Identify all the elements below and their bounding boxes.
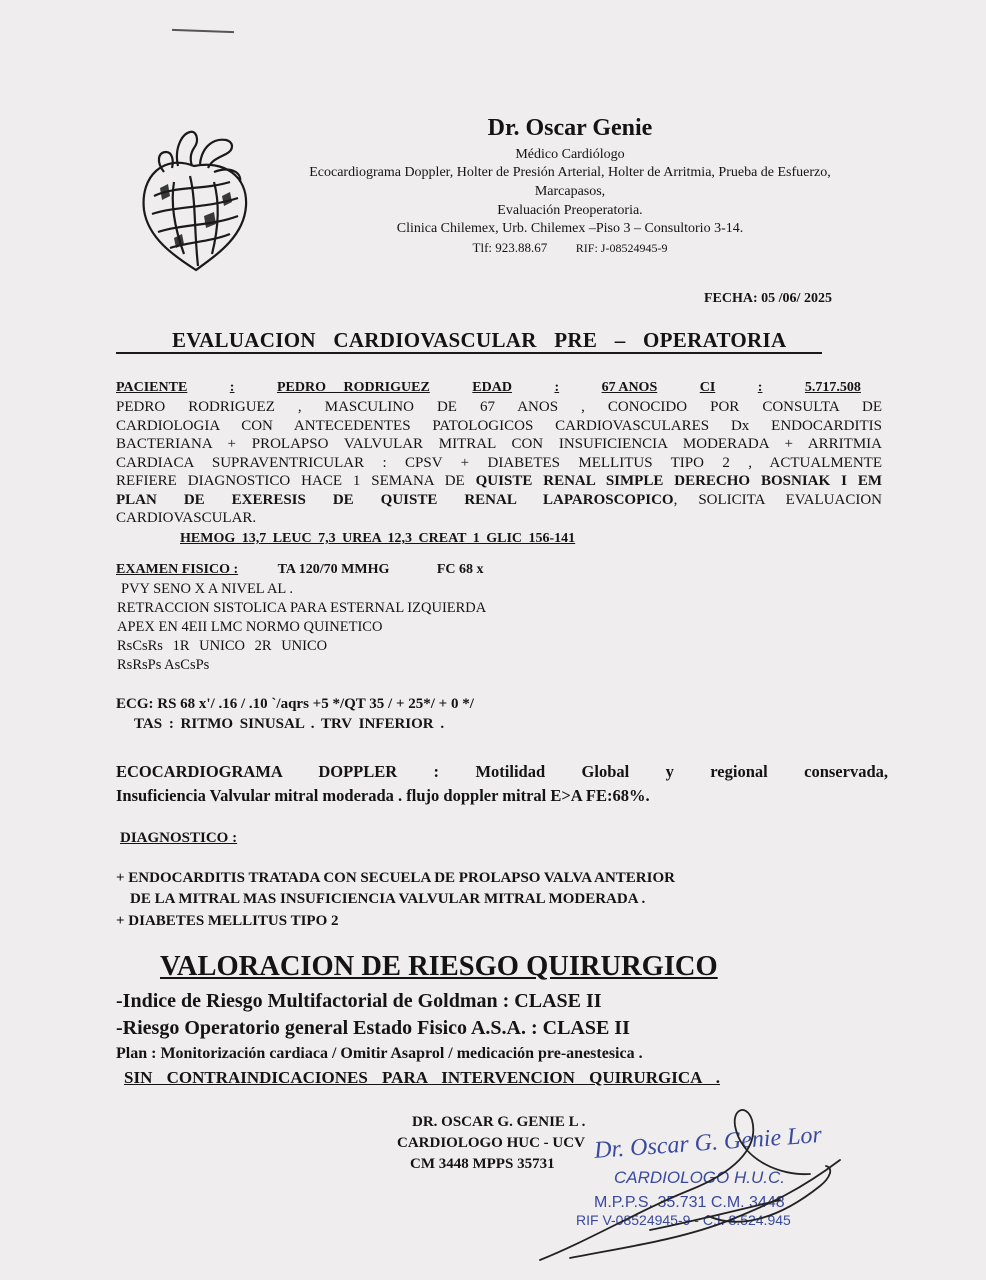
risk-title: VALORACION DE RIESGO QUIRURGICO [160, 951, 718, 982]
scan-mark [172, 29, 234, 33]
report-date: FECHA: 05 /06/ 2025 [704, 291, 832, 306]
diagnosis-label: DIAGNOSTICO : [120, 830, 238, 846]
history-line-1: PEDRO RODRIGUEZ , MASCULINO DE 67 ANOS , CONOCIDO POR CONSULTA DE [116, 399, 882, 415]
services-line-2: Marcapasos, [534, 184, 606, 199]
age-colon: : [554, 380, 560, 395]
diagnosis-line-2: DE LA MITRAL MAS INSUFICIENCIA VALVULAR MITRAL MODERADA . [130, 891, 646, 907]
exam-heading-line [116, 562, 484, 578]
clinic-address: Clinica Chilemex, Urb. Chilemex –Piso 3 – Consultorio 3-14. [396, 221, 744, 236]
doctor-name: Dr. Oscar Genie [487, 115, 653, 141]
patient-name: PEDRO RODRIGUEZ [276, 380, 430, 395]
stamp-name: Dr. Oscar G. Genie Lor [593, 1122, 823, 1164]
phone: Tlf: 923.88.67 [472, 240, 548, 255]
history-line-3: BACTERIANA + PROLAPSO VALVULAR MITRAL CON INSUFICIENCIA MODERADA + ARRITMIA [116, 436, 882, 452]
patient-line [116, 380, 861, 396]
signature-line-2: CARDIOLOGO HUC - UCV [397, 1135, 585, 1151]
conclusion: SIN CONTRAINDICACIONES PARA INTERVENCION QUIRURGICA . [124, 1068, 720, 1087]
exam-line-3: APEX EN 4EII LMC NORMO QUINETICO [117, 619, 383, 635]
stamp-title: CARDIOLOGO H.U.C. [614, 1168, 785, 1187]
heart-logo [134, 126, 254, 274]
asa-risk: -Riesgo Operatorio general Estado Fisico A.S.A. : CLASE II [116, 1017, 630, 1039]
handwritten-signature [530, 1090, 860, 1270]
services-line-1: Ecocardiograma Doppler, Holter de Presión Arterial, Holter de Arritmia, Prueba de Esfuerzo, [309, 165, 831, 180]
history-line-7: CARDIOVASCULAR. [116, 510, 257, 526]
exam-line-5: RsRsPs AsCsPs [117, 657, 210, 673]
ecg-line-2: TAS : RITMO SINUSAL . TRV INFERIOR . [134, 716, 445, 732]
echo-line-2: Insuficiencia Valvular mitral moderada . flujo doppler mitral E>A FE:68%. [116, 786, 650, 805]
services-line-3: Evaluación Preoperatoria. [497, 203, 643, 218]
ci-label: CI [699, 380, 716, 395]
history-line-6-text: , SOLICITA EVALUACION [673, 491, 883, 508]
diagnosis-line-3: + DIABETES MELLITUS TIPO 2 [116, 913, 339, 929]
rif: RIF: J-08524945-9 [575, 241, 668, 255]
exam-line-2: RETRACCION SISTOLICA PARA ESTERNAL IZQUIERDA [117, 600, 487, 616]
patient-label: PACIENTE [116, 380, 188, 395]
history-line-6-bold: PLAN DE EXERESIS DE QUISTE RENAL LAPAROSCOPICO [116, 491, 674, 508]
specialty: Médico Cardiólogo [515, 147, 625, 162]
contact-line [240, 240, 900, 256]
diagnosis-line-1: + ENDOCARDITIS TRATADA CON SECUELA DE PROLAPSO VALVA ANTERIOR [116, 870, 675, 886]
patient-age: 67 ANOS [601, 380, 658, 395]
goldman-index: -Indice de Riesgo Multifactorial de Goldman : CLASE II [116, 990, 602, 1012]
history-line-5-bold: QUISTE RENAL SIMPLE DERECHO BOSNIAK I EM [475, 473, 883, 489]
age-label: EDAD [472, 380, 512, 395]
patient-ci: 5.717.508 [804, 380, 861, 395]
signature-line-3: CM 3448 MPPS 35731 [410, 1156, 555, 1172]
plan: Plan : Monitorización cardiaca / Omitir Asaprol / medicación pre-anestesica . [116, 1045, 643, 1062]
exam-line-1: PVY SENO X A NIVEL AL . [121, 581, 293, 597]
report-title: EVALUACION CARDIOVASCULAR PRE – OPERATORIA [172, 328, 787, 352]
echo-line-1: ECOCARDIOGRAMA DOPPLER : Motilidad Global y regional conservada, [116, 762, 888, 781]
history-line-6 [116, 491, 882, 510]
history-line-4: CARDIACA SUPRAVENTRICULAR : CPSV + DIABETES MELLITUS TIPO 2 , ACTUALMENTE [116, 454, 882, 471]
history-line-5 [116, 472, 882, 491]
stamp-rif: RIF V-08524945-9 - C.I. 8.524.945 [576, 1212, 791, 1228]
blood-pressure: TA 120/70 MMHG [277, 562, 390, 577]
heart-rate: FC 68 x [436, 562, 484, 577]
exam-findings [117, 580, 486, 675]
history-line-2: CARDIOLOGIA CON ANTECEDENTES PATOLOGICOS CARDIOVASCULARES Dx ENDOCARDITIS [116, 417, 882, 434]
history-line-5-text: REFIERE DIAGNOSTICO HACE 1 SEMANA DE [116, 473, 476, 489]
title-underline [116, 352, 822, 354]
lab-results: HEMOG 13,7 LEUC 7,3 UREA 12,3 CREAT 1 GLIC 156-141 [180, 531, 576, 546]
stamp-registration: M.P.P.S. 35.731 C.M. 3448 [594, 1194, 785, 1211]
exam-line-4: RsCsRs 1R UNICO 2R UNICO [117, 638, 328, 654]
signature-line-1: DR. OSCAR G. GENIE L . [412, 1114, 586, 1130]
ci-colon: : [757, 380, 763, 395]
ecg-line-1: ECG: RS 68 x'/ .16 / .10 `/aqrs +5 */QT 35 / + 25*/ + 0 */ [116, 696, 474, 712]
exam-label: EXAMEN FISICO : [116, 562, 239, 577]
clinical-history [116, 398, 882, 528]
patient-colon: : [229, 380, 235, 395]
